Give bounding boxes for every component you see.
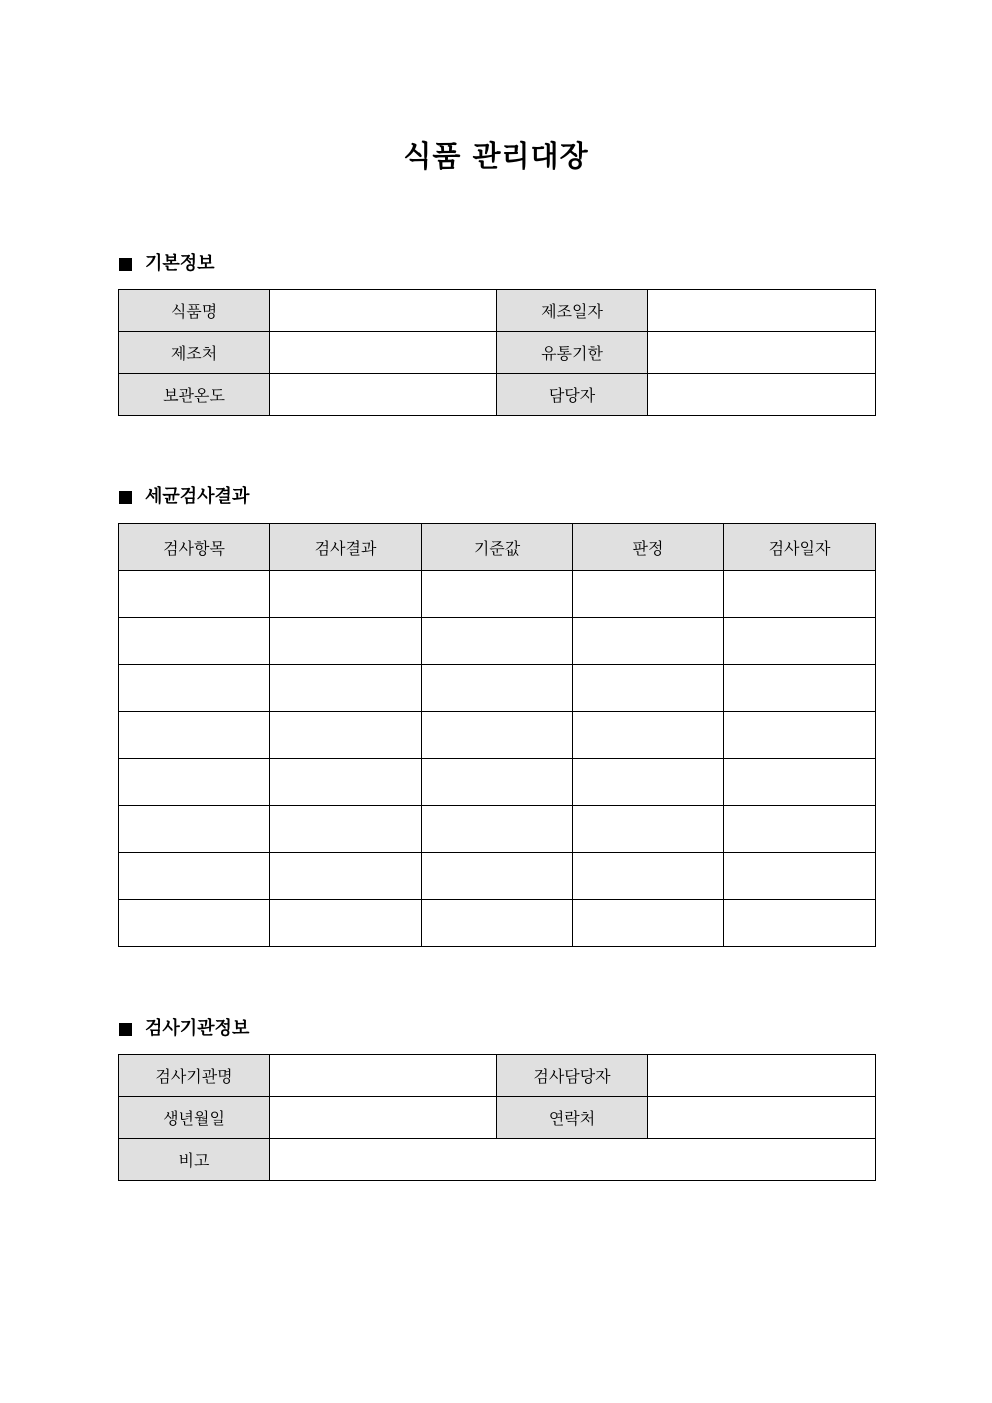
table-cell[interactable] bbox=[573, 853, 724, 900]
table-row bbox=[119, 806, 876, 853]
table-cell[interactable] bbox=[270, 759, 422, 806]
table-cell[interactable] bbox=[270, 900, 422, 947]
remarks-field[interactable] bbox=[270, 1139, 876, 1181]
food-name-field[interactable] bbox=[270, 290, 497, 332]
square-bullet-icon bbox=[119, 258, 132, 271]
table-cell[interactable] bbox=[422, 618, 573, 665]
table-row bbox=[119, 571, 876, 618]
table-row bbox=[119, 900, 876, 947]
field-label: 제조일자 bbox=[497, 290, 648, 332]
table-cell[interactable] bbox=[573, 759, 724, 806]
document-title: 식품 관리대장 bbox=[403, 139, 589, 173]
table-header-row bbox=[119, 524, 876, 571]
table-row bbox=[119, 1139, 876, 1181]
table-cell[interactable] bbox=[270, 618, 422, 665]
test-results-table bbox=[118, 523, 876, 947]
field-label: 연락처 bbox=[497, 1097, 648, 1139]
table-cell[interactable] bbox=[422, 806, 573, 853]
column-header: 검사항목 bbox=[119, 524, 270, 571]
table-cell[interactable] bbox=[724, 853, 876, 900]
table-cell[interactable] bbox=[573, 571, 724, 618]
table-cell[interactable] bbox=[422, 759, 573, 806]
table-cell[interactable] bbox=[119, 900, 270, 947]
field-label: 유통기한 bbox=[497, 332, 648, 374]
expiry-date-field[interactable] bbox=[648, 332, 876, 374]
basic-info-table bbox=[118, 289, 876, 416]
section-heading-test-results bbox=[119, 485, 249, 509]
field-label: 생년월일 bbox=[119, 1097, 270, 1139]
table-cell[interactable] bbox=[724, 618, 876, 665]
field-label: 검사담당자 bbox=[497, 1055, 648, 1097]
table-cell[interactable] bbox=[119, 806, 270, 853]
table-cell[interactable] bbox=[724, 665, 876, 712]
section-heading-label: 기본정보 bbox=[145, 253, 215, 274]
table-cell[interactable] bbox=[422, 900, 573, 947]
table-row bbox=[119, 618, 876, 665]
table-cell[interactable] bbox=[724, 806, 876, 853]
table-row bbox=[119, 290, 876, 332]
table-row bbox=[119, 1055, 876, 1097]
table-cell[interactable] bbox=[724, 571, 876, 618]
square-bullet-icon bbox=[119, 491, 132, 504]
table-cell[interactable] bbox=[724, 759, 876, 806]
table-cell[interactable] bbox=[270, 806, 422, 853]
storage-temp-field[interactable] bbox=[270, 374, 497, 416]
column-header: 기준값 bbox=[422, 524, 573, 571]
table-row bbox=[119, 1097, 876, 1139]
field-label: 식품명 bbox=[119, 290, 270, 332]
table-row bbox=[119, 853, 876, 900]
table-cell[interactable] bbox=[119, 712, 270, 759]
field-label: 제조처 bbox=[119, 332, 270, 374]
agency-name-field[interactable] bbox=[270, 1055, 497, 1097]
table-row bbox=[119, 665, 876, 712]
column-header: 검사결과 bbox=[270, 524, 422, 571]
contact-field[interactable] bbox=[648, 1097, 876, 1139]
table-cell[interactable] bbox=[573, 712, 724, 759]
table-row bbox=[119, 759, 876, 806]
section-heading-basic-info bbox=[119, 252, 215, 276]
table-cell[interactable] bbox=[422, 712, 573, 759]
section-heading-label: 검사기관정보 bbox=[145, 1018, 250, 1039]
table-cell[interactable] bbox=[724, 900, 876, 947]
table-cell[interactable] bbox=[422, 571, 573, 618]
section-heading-label: 세균검사결과 bbox=[145, 486, 250, 507]
field-label: 담당자 bbox=[497, 374, 648, 416]
table-cell[interactable] bbox=[270, 712, 422, 759]
field-label: 보관온도 bbox=[119, 374, 270, 416]
table-cell[interactable] bbox=[573, 618, 724, 665]
column-header: 검사일자 bbox=[724, 524, 876, 571]
table-row bbox=[119, 712, 876, 759]
table-cell[interactable] bbox=[573, 900, 724, 947]
manufacture-date-field[interactable] bbox=[648, 290, 876, 332]
table-row bbox=[119, 332, 876, 374]
table-cell[interactable] bbox=[724, 712, 876, 759]
table-cell[interactable] bbox=[119, 618, 270, 665]
manager-field[interactable] bbox=[648, 374, 876, 416]
field-label: 비고 bbox=[119, 1139, 270, 1181]
table-cell[interactable] bbox=[573, 665, 724, 712]
table-cell[interactable] bbox=[119, 759, 270, 806]
agency-info-table bbox=[118, 1054, 876, 1181]
field-label: 검사기관명 bbox=[119, 1055, 270, 1097]
table-cell[interactable] bbox=[270, 665, 422, 712]
table-cell[interactable] bbox=[119, 665, 270, 712]
table-cell[interactable] bbox=[119, 853, 270, 900]
square-bullet-icon bbox=[119, 1023, 132, 1036]
birth-date-field[interactable] bbox=[270, 1097, 497, 1139]
table-row bbox=[119, 374, 876, 416]
manufacturer-field[interactable] bbox=[270, 332, 497, 374]
table-cell[interactable] bbox=[270, 571, 422, 618]
table-cell[interactable] bbox=[422, 665, 573, 712]
section-heading-agency-info bbox=[119, 1017, 249, 1041]
column-header: 판정 bbox=[573, 524, 724, 571]
table-cell[interactable] bbox=[270, 853, 422, 900]
table-cell[interactable] bbox=[422, 853, 573, 900]
inspector-field[interactable] bbox=[648, 1055, 876, 1097]
table-cell[interactable] bbox=[119, 571, 270, 618]
table-cell[interactable] bbox=[573, 806, 724, 853]
